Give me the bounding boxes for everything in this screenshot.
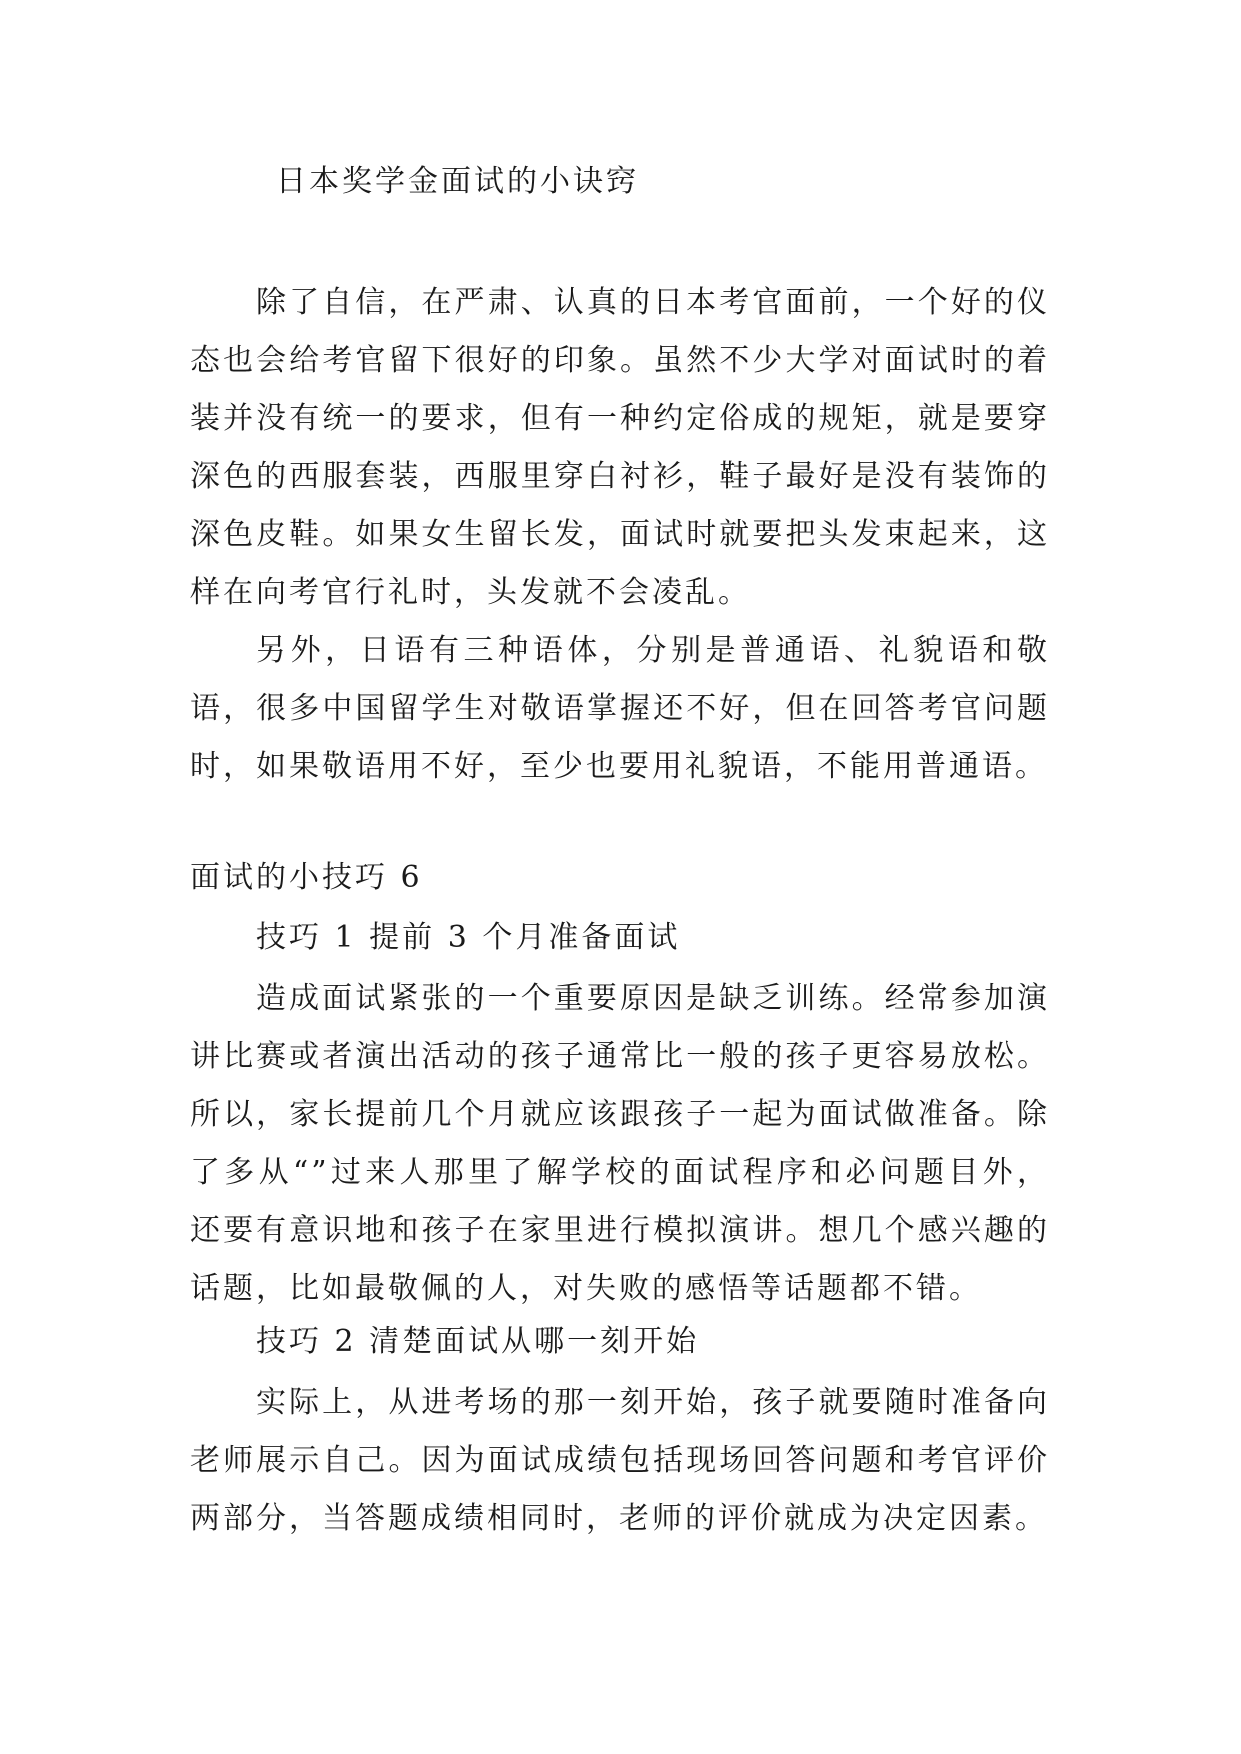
section-heading: 面试的小技巧 6 <box>190 860 423 895</box>
tip-2-text: 实际上，从进考场的那一刻开始，孩子就要随时准备向老师展示自己。因为面试成绩包括现场回答问题和考官评价两部分，当答题成绩相同时，老师的评价就成为决定因素。 <box>190 1385 1050 1536</box>
tip-1-heading: 技巧 1 提前 3 个月准备面试 <box>256 920 681 955</box>
paragraph-language-register: 另外，日语有三种语体，分别是普通语、礼貌语和敬语，很多中国留学生对敬语掌握还不好，但在回答考官问题时，如果敬语用不好，至少也要用礼貌语，不能用普通语。 <box>190 633 1050 784</box>
tip-2-heading: 技巧 2 清楚面试从哪一刻开始 <box>256 1324 700 1359</box>
tip-1-text: 造成面试紧张的一个重要原因是缺乏训练。经常参加演讲比赛或者演出活动的孩子通常比一般的孩子更容易放松。所以，家长提前几个月就应该跟孩子一起为面试做准备。除了多从“”过来人那里了解学校的面试程序和必问题目外，还要有意识地和孩子在家里进行模拟演讲。想几个感兴趣的话题，比如最敬佩的人，对失败的感悟等话题都不错。 <box>190 981 1050 1306</box>
document-title: 日本奖学金面试的小诀窍 <box>276 164 639 199</box>
paragraph-appearance: 除了自信，在严肃、认真的日本考官面前，一个好的仪态也会给考官留下很好的印象。虽然不少大学对面试时的着装并没有统一的要求，但有一种约定俗成的规矩，就是要穿深色的西服套装，西服里穿白衬衫，鞋子最好是没有装饰的深色皮鞋。如果女生留长发，面试时就要把头发束起来，这样在向考官行礼时，头发就不会凌乱。 <box>190 285 1050 610</box>
